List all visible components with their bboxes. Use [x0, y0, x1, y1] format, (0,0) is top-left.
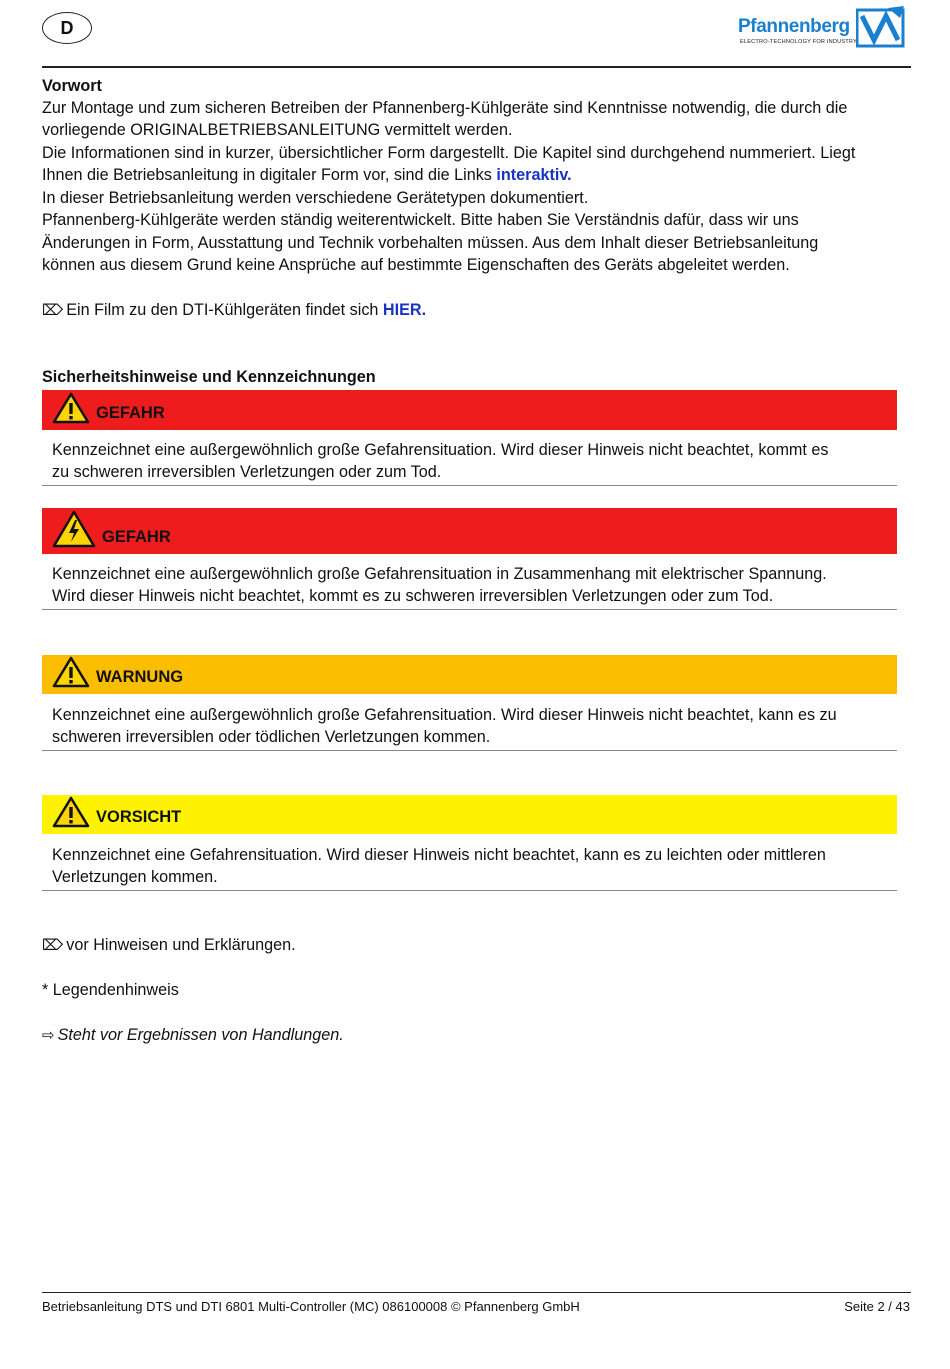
hazard-text-2b: Wird dieser Hinweis nicht beachtet, kommt es zu schweren irreversiblen Verletzungen oder zum Tod.	[52, 587, 774, 605]
foreword-title: Vorwort	[42, 77, 102, 95]
hazard-bar-electric	[42, 508, 897, 554]
foreword-paragraph-4b: Änderungen in Form, Ausstattung und Technik vorbehalten müssen. Aus dem Inhalt dieser Betriebsanleitung	[42, 234, 819, 252]
foreword-paragraph-1a: Zur Montage und zum sicheren Betreiben der Pfannenberg-Kühlgeräte sind Kenntnisse notwendig, die durch die	[42, 99, 848, 117]
hazard-label: VORSICHT	[96, 808, 182, 826]
film-note-text: Ein Film zu den DTI-Kühlgeräten findet sich	[66, 301, 383, 319]
legend-note	[42, 934, 912, 957]
language-badge: D	[42, 12, 92, 44]
hazard-text-4b: Verletzungen kommen.	[52, 868, 218, 886]
warning-triangle-icon	[52, 656, 90, 688]
divider	[42, 485, 897, 486]
hazard-label: GEFAHR	[102, 528, 171, 546]
hazard-bar-danger	[42, 390, 897, 430]
foreword-paragraph-2b	[42, 164, 912, 187]
film-link[interactable]: HIER.	[382, 301, 427, 319]
hazard-text-4a: Kennzeichnet eine Gefahrensituation. Wird dieser Hinweis nicht beachtet, kann es zu leichten oder mittleren	[52, 846, 826, 864]
hazard-text-1a: Kennzeichnet eine außergewöhnlich große Gefahrensituation. Wird dieser Hinweis nicht beachtet, kommt es	[52, 441, 829, 459]
footer-rule	[42, 1292, 911, 1293]
film-note	[42, 299, 912, 322]
note-icon: ⌦	[42, 301, 64, 319]
footer-page-number: Seite 2 / 43	[844, 1299, 910, 1314]
hazard-label: WARNUNG	[96, 668, 184, 686]
logo-name: Pfannenberg	[738, 16, 850, 37]
hazard-text-3b: schweren irreversiblen oder tödlichen Verletzungen kommen.	[52, 728, 491, 746]
footer-document-info: Betriebsanleitung DTS und DTI 6801 Multi-Controller (MC) 086100008 © Pfannenberg GmbH	[42, 1299, 580, 1314]
divider	[42, 750, 897, 751]
warning-triangle-icon	[52, 796, 90, 828]
interactive-link[interactable]: interaktiv.	[496, 166, 572, 184]
hazard-text-2a: Kennzeichnet eine außergewöhnlich große Gefahrensituation in Zusammenhang mit elektrischer Spannung.	[52, 565, 827, 583]
foreword-paragraph-4a: Pfannenberg-Kühlgeräte werden ständig weiterentwickelt. Bitte haben Sie Verständnis dafür, dass wir uns	[42, 211, 799, 229]
note-icon: ⌦	[42, 936, 64, 954]
divider	[42, 890, 897, 891]
foreword-paragraph-4c: können aus diesem Grund keine Ansprüche auf bestimmte Eigenschaften des Geräts abgeleitet werden.	[42, 256, 790, 274]
hazard-text-1b: zu schweren irreversiblen Verletzungen oder zum Tod.	[52, 463, 442, 481]
logo-tagline: ELECTRO-TECHNOLOGY FOR INDUSTRY	[740, 39, 857, 45]
logo-mark-icon	[856, 6, 906, 48]
hazard-bar-warning	[42, 655, 897, 694]
foreword-paragraph-1b: vorliegende ORIGINALBETRIEBSANLEITUNG vermittelt werden.	[42, 121, 513, 139]
header-rule	[42, 66, 911, 68]
legend-footnote: * Legendenhinweis	[42, 981, 179, 999]
legend-note-text: vor Hinweisen und Erklärungen.	[66, 936, 296, 954]
foreword-paragraph-2b-text: Ihnen die Betriebsanleitung in digitaler Form vor, sind die Links	[42, 166, 497, 184]
foreword-paragraph-3: In dieser Betriebsanleitung werden verschiedene Gerätetypen dokumentiert.	[42, 189, 589, 207]
divider	[42, 609, 897, 610]
warning-triangle-icon	[52, 392, 90, 424]
safety-title: Sicherheitshinweise und Kennzeichnungen	[42, 368, 376, 386]
hazard-label: GEFAHR	[96, 404, 165, 422]
legend-result-text: Steht vor Ergebnissen von Handlungen.	[57, 1026, 344, 1044]
hazard-text-3a: Kennzeichnet eine außergewöhnlich große Gefahrensituation. Wird dieser Hinweis nicht beachtet, kann es zu	[52, 706, 837, 724]
electric-hazard-icon	[52, 510, 96, 548]
hazard-bar-caution	[42, 795, 897, 834]
legend-result	[42, 1024, 912, 1047]
foreword-paragraph-2a: Die Informationen sind in kurzer, übersichtlicher Form dargestellt. Die Kapitel sind durchgehend nummeriert. Liegt	[42, 144, 856, 162]
company-logo	[738, 6, 910, 48]
result-arrow-icon: ⇨	[42, 1026, 55, 1044]
